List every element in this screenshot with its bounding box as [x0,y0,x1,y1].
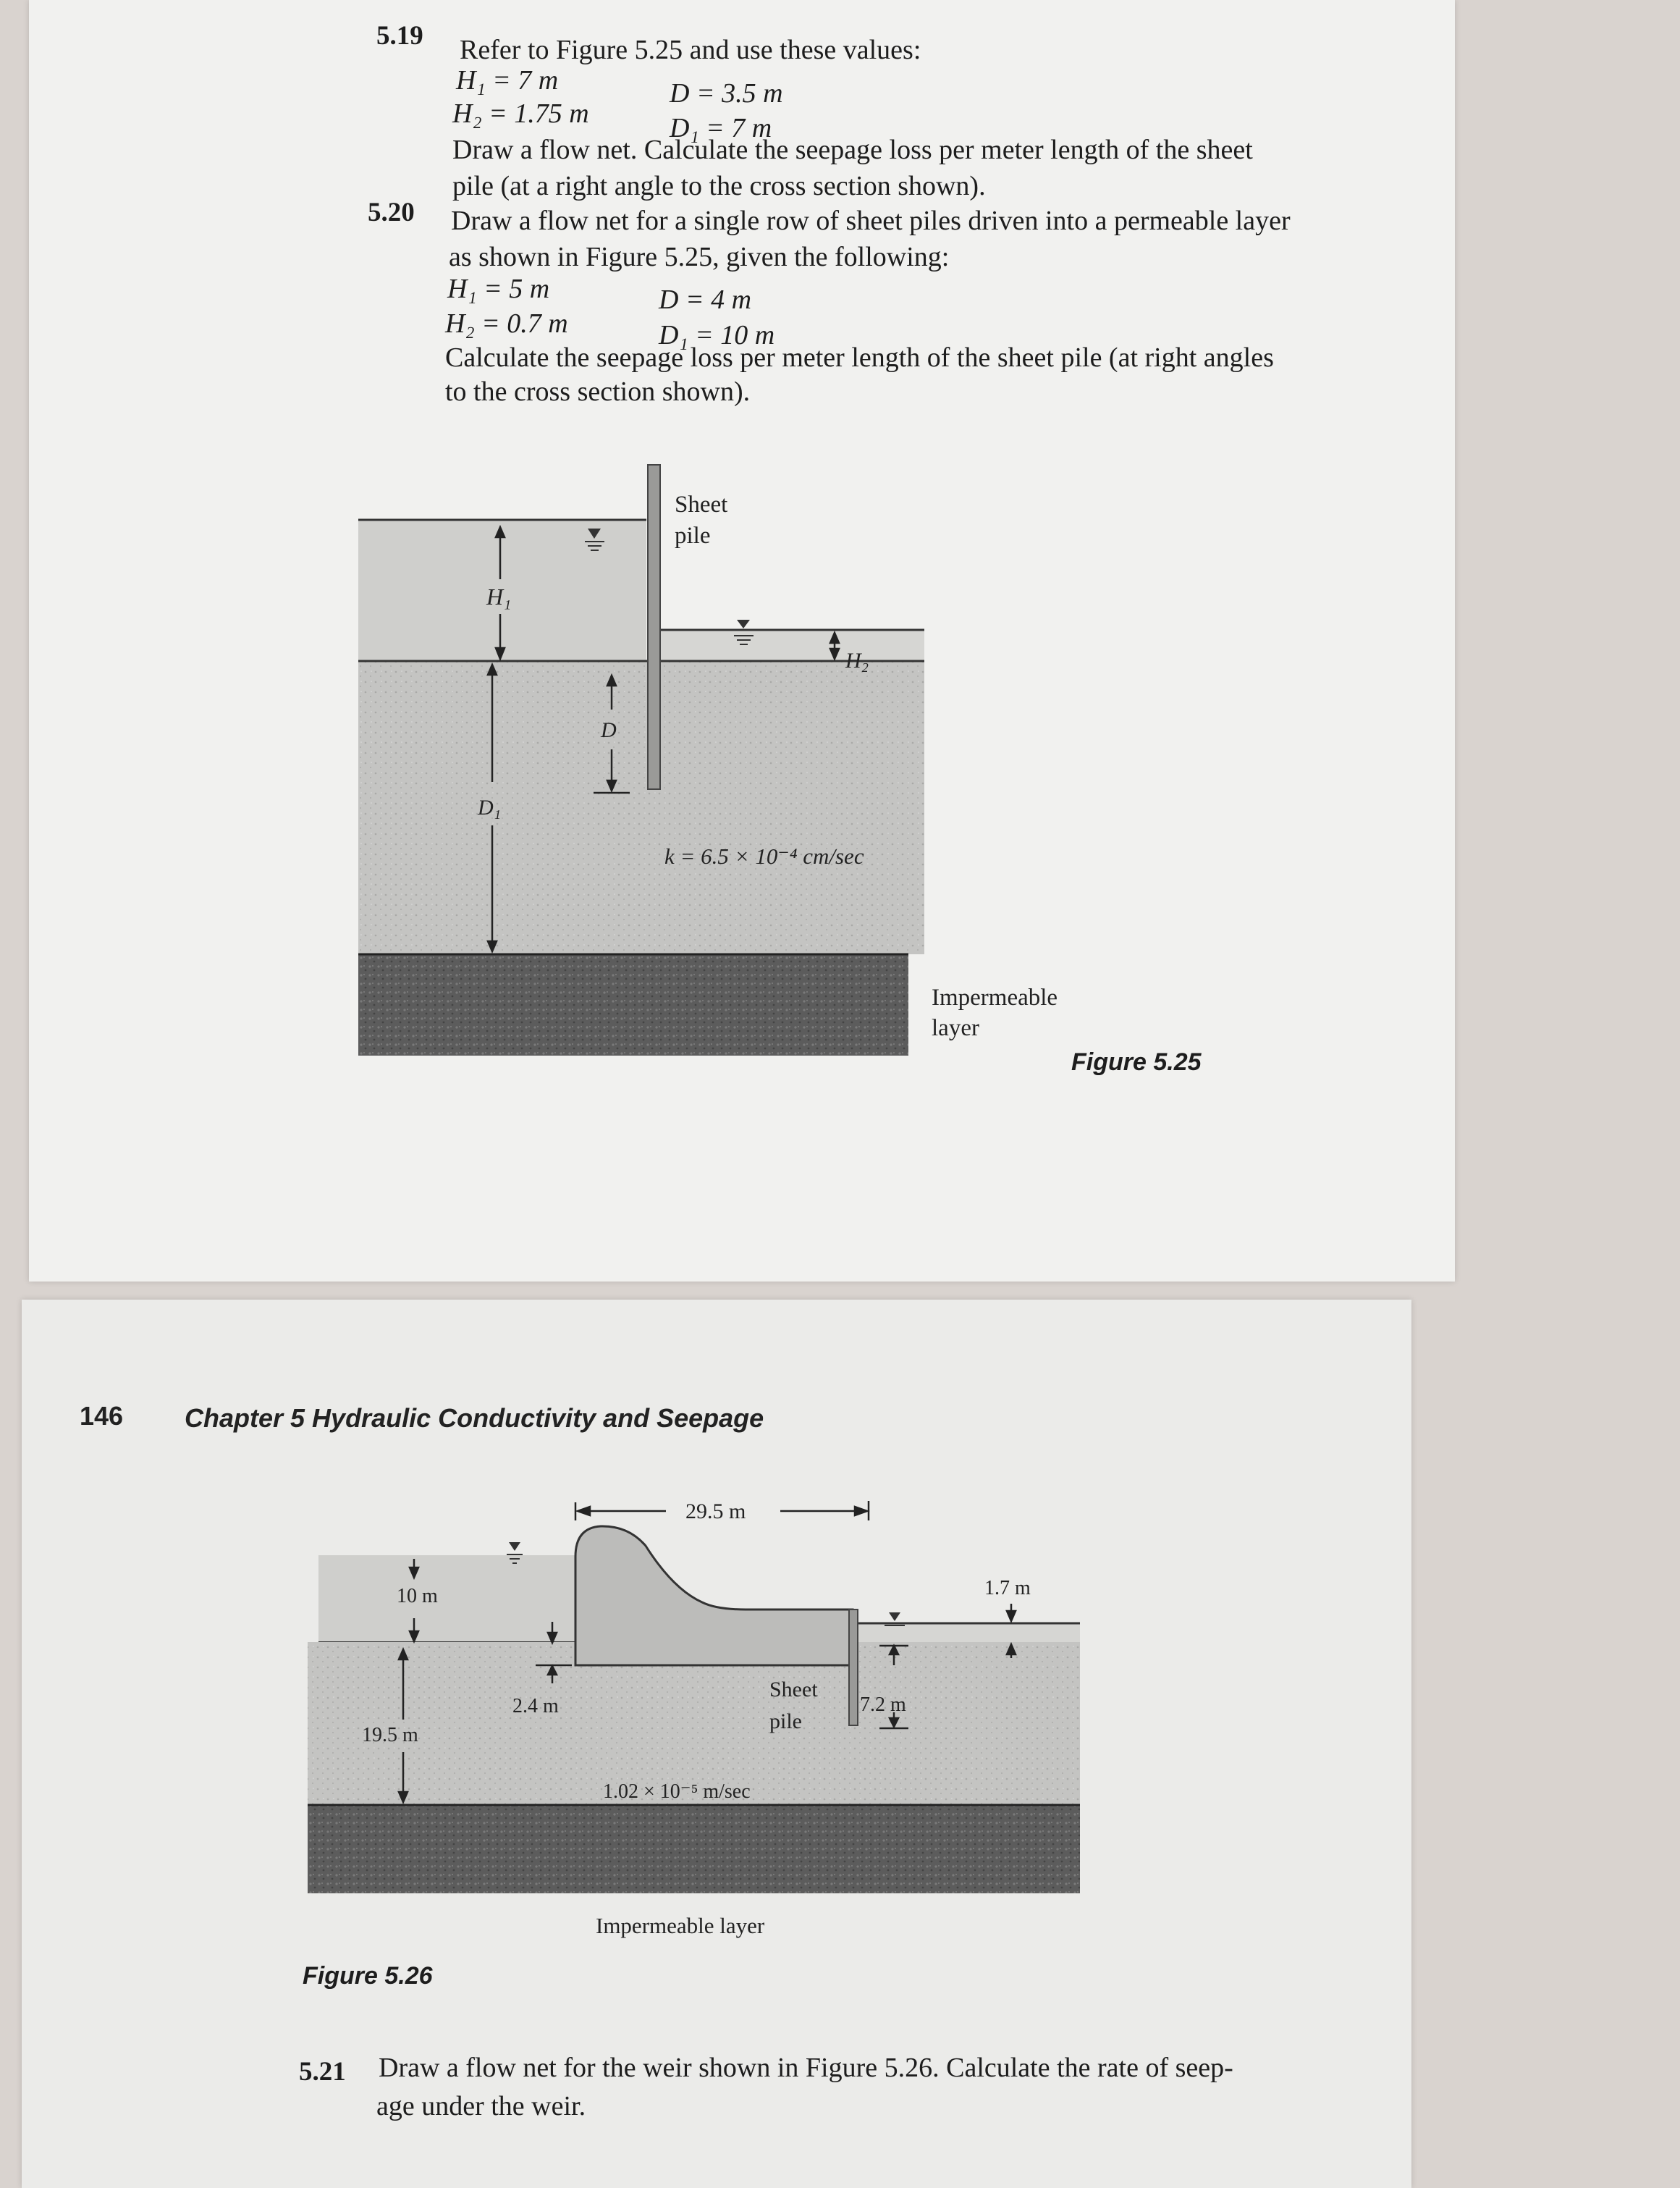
dim-2-4m-label: 2.4 m [512,1695,559,1717]
textbook-page-upper [29,0,1455,1282]
textbook-page-lower [22,1300,1411,2188]
pile-label: pile [769,1709,802,1733]
problem-5-20-line2: as shown in Figure 5.25, given the following: [449,242,950,272]
problem-5-20-d1: D₁ = 10 m [659,320,775,350]
problem-5-20-number: 5.20 [368,198,415,227]
problem-5-19-intro: Refer to Figure 5.25 and use these values: [460,35,921,65]
problem-5-20-line1: Draw a flow net for a single row of sheet piles driven into a permeable layer [451,206,1291,236]
dim-7-2m-label: 7.2 m [860,1693,906,1716]
h1-label: H₁ [486,584,512,610]
dim-29-5m-label: 29.5 m [685,1499,746,1523]
problem-5-20-h1: H₁ = 5 m [447,274,550,304]
figure-5-25-caption: Figure 5.25 [1071,1048,1202,1076]
problem-5-21-line1: Draw a flow net for the weir shown in Figure 5.26. Calculate the rate of seep- [379,2053,1233,2083]
impermeable-label-line2: layer [932,1015,979,1041]
page-number: 146 [80,1401,124,1431]
weir-dam [575,1526,853,1665]
figure-5-26-caption: Figure 5.26 [303,1962,433,1990]
k-value-label: 1.02 × 10⁻⁵ m/sec [603,1780,751,1803]
k-value-label: k = 6.5 × 10⁻⁴ cm/sec [664,843,864,869]
dim-19-5m-label: 19.5 m [362,1724,418,1746]
h2-label: H₂ [845,649,869,673]
figure-5-25-diagram [29,0,1455,1282]
d1-label: D₁ [478,796,502,820]
problem-5-19-d: D = 3.5 m [670,78,783,109]
permeable-soil-layer [358,661,924,954]
downstream-water [660,630,924,661]
problem-5-19-number: 5.19 [376,21,423,51]
sheet-pile [648,465,660,789]
dim-10m-label: 10 m [397,1585,438,1607]
impermeable-label-line1: Impermeable [932,985,1058,1011]
impermeable-layer [358,954,908,1056]
sheet-pile [849,1610,858,1725]
problem-5-20-d: D = 4 m [659,285,752,315]
impermeable-layer [308,1805,1080,1893]
impermeable-layer-label: Impermeable layer [596,1913,765,1938]
problem-5-21-number: 5.21 [299,2057,346,2087]
dim-1-7m-label: 1.7 m [984,1577,1031,1599]
problem-5-20-h2: H₂ = 0.7 m [445,308,568,339]
problem-5-20-task-line2: to the cross section shown). [445,376,751,407]
problem-5-21-line2: age under the weir. [376,2091,586,2121]
sheet-label: Sheet [675,492,728,518]
problem-5-19-h2: H₂ = 1.75 m [452,98,589,129]
sheet-label: Sheet [769,1678,818,1701]
downstream-water [847,1623,1080,1642]
problem-5-20-task-line1: Calculate the seepage loss per meter length of the sheet pile (at right angles [445,342,1274,373]
problem-5-19-task-line2: pile (at a right angle to the cross section shown). [452,171,986,201]
chapter-header: Chapter 5 Hydraulic Conductivity and Seepage [185,1403,764,1433]
problem-5-19-h1: H₁ = 7 m [456,65,559,96]
pile-label: pile [675,523,711,549]
d-label: D [601,718,617,742]
problem-5-19-task-line1: Draw a flow net. Calculate the seepage loss per meter length of the sheet [452,135,1253,165]
problem-5-19-d1: D₁ = 7 m [670,113,772,143]
